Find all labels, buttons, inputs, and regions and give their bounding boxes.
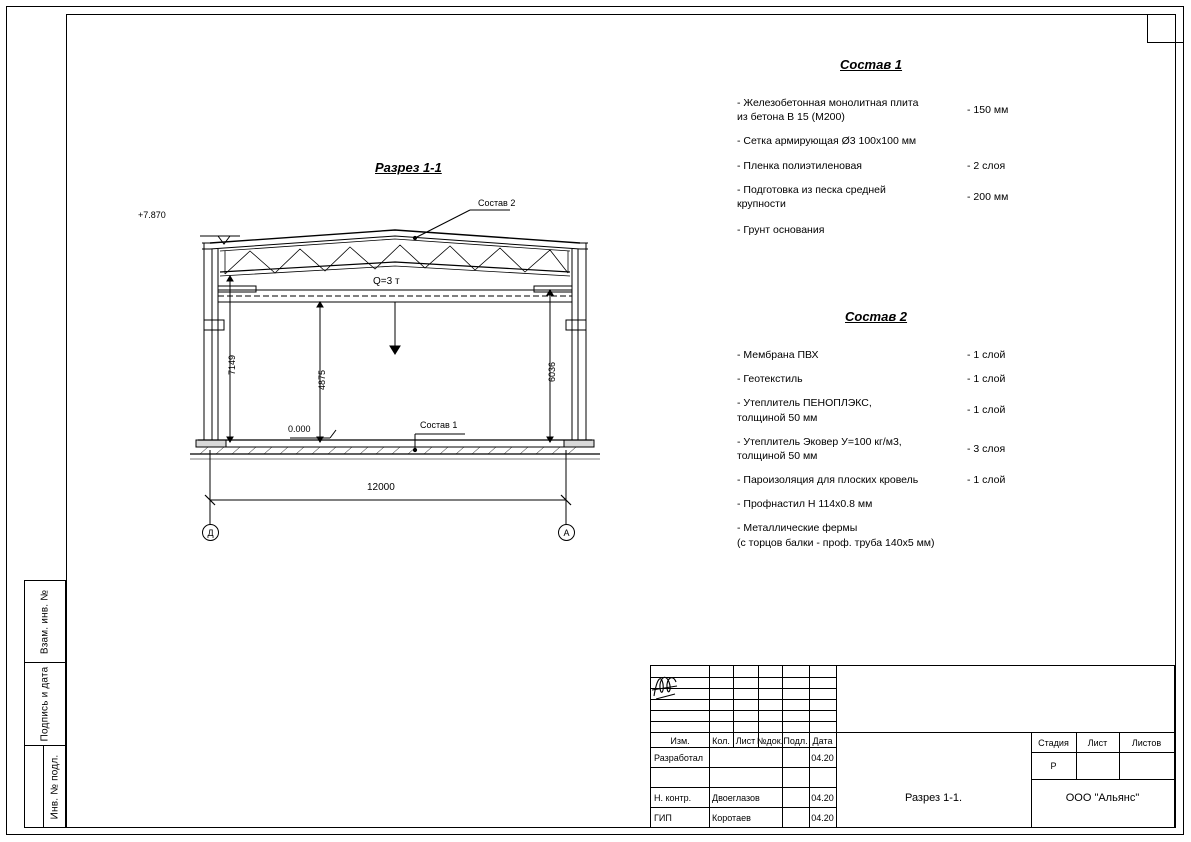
sostav1-item-text: - Подготовка из песка средней крупности (737, 183, 886, 210)
left-stamp-label-1: Взам. инв. № (39, 589, 51, 654)
stage-label: Стадия (1038, 737, 1069, 748)
title-block-name: Коротаев (712, 812, 751, 823)
title-block-role: Разработал (654, 752, 703, 763)
title-block-header-ndoc: №док. (756, 735, 784, 746)
title-block-date: 04.20 (811, 792, 834, 803)
sostav2-item-value: - 1 слой (967, 474, 1006, 487)
left-stamp-divider (43, 746, 44, 827)
sostav2-title: Состав 2 (845, 309, 908, 324)
section-drawing (138, 150, 650, 550)
sostav2-item-text: - Геотекстиль (737, 373, 803, 386)
sostav1-item (737, 134, 1057, 148)
title-block-role: Н. контр. (654, 792, 692, 803)
axis-marker-right-label: А (563, 527, 570, 538)
title-block-header-izm: Изм. (670, 735, 690, 746)
sostav1-item (737, 223, 1057, 237)
title-block-role (651, 768, 709, 787)
list-label: Лист (1087, 737, 1108, 748)
section-drawing-svg (180, 150, 650, 550)
title-block-line (1031, 779, 1174, 780)
list-value (1076, 754, 1119, 778)
left-stamp-label-3: Инв. № подл. (49, 754, 61, 819)
axis-marker-left-label: Д (207, 527, 214, 538)
title-block-line (836, 732, 1174, 733)
sostav1-item (737, 159, 1057, 173)
left-stamp-label-2: Подпись и дата (39, 666, 51, 742)
title-block (650, 665, 1175, 828)
sheet-title: Разрез 1-1. (904, 792, 963, 804)
title-block-header-data: Дата (812, 735, 833, 746)
elevation-top-label: +7.870 (138, 210, 166, 220)
sheet-corner-marker (1147, 15, 1184, 43)
sostav2-item (737, 372, 1077, 386)
title-block-name (709, 768, 782, 787)
sostav2-item (737, 435, 1077, 463)
sostav2-item-value: - 1 слой (967, 349, 1006, 361)
sostav2-item-text: - Утеплитель ПЕНОПЛЭКС, толщиной 50 мм (737, 397, 872, 424)
title-block-header-kol: Кол. (712, 735, 730, 746)
sostav2-item-text: - Пароизоляция для плоских кровель (737, 474, 919, 487)
company-name: ООО "Альянс" (1065, 792, 1140, 804)
title-block-name (709, 748, 782, 767)
sostav1-item-text: - Железобетонная монолитная плита из бетона В 15 (М200) (737, 97, 919, 124)
sostav2-list (737, 348, 1077, 560)
sostav2-item (737, 497, 1077, 511)
dimension-span: 12000 (367, 482, 395, 493)
sostav1-item-value: - 2 слоя (967, 159, 1006, 172)
sostav2-item-value: - 3 слоя (967, 442, 1006, 455)
sostav1-item-text: - Грунт основания (737, 224, 825, 237)
left-stamp-cell-1 (25, 581, 65, 663)
title-block-sign (782, 788, 809, 807)
sostav1-item-text: - Сетка армирующая Ø3 100х100 мм (737, 135, 917, 148)
sostav1-item (737, 183, 1057, 211)
signature-mark (651, 666, 679, 702)
crane-load-label: Q=3 т (373, 276, 400, 287)
sostav1-item-text: - Пленка полиэтиленовая (737, 159, 862, 172)
left-stamp-cell-3 (25, 746, 65, 827)
sostav2-item-text: - Металлические фермы (с торцов балки - проф. труба 140х5 мм) (737, 522, 935, 549)
sostav2-item (737, 396, 1077, 424)
callout-sostav2: Состав 2 (478, 198, 516, 208)
section-title: Разрез 1-1 (375, 160, 442, 175)
left-stamp-cell-2 (25, 663, 65, 746)
elevation-zero-label: 0.000 (288, 424, 311, 434)
callout-sostav1: Состав 1 (420, 420, 458, 430)
title-block-header-podl: Подл. (783, 735, 808, 746)
lists-value (1119, 754, 1174, 778)
title-block-role: ГИП (654, 812, 672, 823)
title-block-sign (782, 808, 809, 827)
axis-marker-right (558, 524, 575, 541)
title-block-date: 04.20 (811, 812, 834, 823)
sostav2-item-text: - Утеплитель Эковер У=100 кг/м3, толщиной 50 мм (737, 435, 902, 462)
sostav2-item-text: - Профнастил Н 114х0.8 мм (737, 498, 873, 511)
title-block-sign (782, 768, 809, 787)
sostav2-item (737, 348, 1077, 362)
title-block-name: Двоеглазов (712, 792, 760, 803)
stage-value: Р (1050, 761, 1057, 771)
dimension-6036: 6036 (547, 361, 557, 382)
sostav2-item (737, 521, 1077, 549)
sostav1-item (737, 96, 1057, 124)
title-block-date (809, 768, 836, 787)
sostav1-item-value: - 150 мм (967, 104, 1009, 116)
title-block-line (1031, 752, 1174, 753)
sostav1-item-value: - 200 мм (967, 190, 1009, 203)
lists-label: Листов (1131, 737, 1162, 748)
title-block-sign (782, 748, 809, 767)
left-stamp-column (24, 580, 66, 828)
sostav1-title: Состав 1 (840, 57, 903, 72)
sostav2-item-text: - Мембрана ПВХ (737, 349, 819, 361)
dimension-4875: 4875 (317, 369, 327, 390)
title-block-header-list: Лист (735, 735, 756, 746)
axis-marker-left (202, 524, 219, 541)
sostav1-list (737, 96, 1057, 247)
sostav2-item (737, 473, 1077, 487)
title-block-date: 04.20 (811, 752, 834, 763)
dimension-7149: 7149 (227, 354, 237, 375)
sostav2-item-value: - 1 слой (967, 373, 1006, 386)
sostav2-item-value: - 1 слой (967, 404, 1006, 417)
